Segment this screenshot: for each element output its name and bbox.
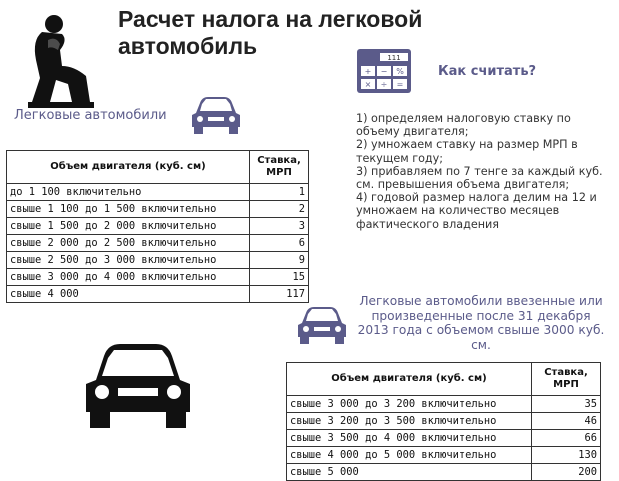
imported-cars-label: Легковые автомобили ввезенные или произведенные после 31 декабря 2013 года с объемом свыше 3000 куб. см.	[357, 294, 605, 352]
table-cell: 66	[532, 430, 601, 447]
step-item: 1) определяем налоговую ставку по объему двигателя;	[356, 112, 571, 139]
table-row	[287, 430, 601, 447]
table-cell: 9	[250, 252, 309, 269]
step-item: 2) умножаем ставку на размер МРП в текущем году;	[356, 138, 578, 165]
column-header: Объем двигателя (куб. см)	[287, 363, 532, 396]
column-header: Объем двигателя (куб. см)	[7, 151, 250, 184]
table-cell: 35	[532, 396, 601, 413]
table-row	[7, 269, 309, 286]
calc-key: +	[364, 67, 372, 76]
table-cell: свыше 3 000 до 3 200 включительно	[287, 396, 532, 413]
calc-key: %	[396, 67, 404, 76]
table-row	[7, 286, 309, 303]
table-cell: 3	[250, 218, 309, 235]
table-cell: 130	[532, 447, 601, 464]
column-header: Ставка, МРП	[250, 151, 309, 184]
car-icon	[82, 340, 194, 430]
column-header: Ставка, МРП	[532, 363, 601, 396]
cars-section-label: Легковые автомобили	[14, 108, 167, 123]
step-item: 4) годовой размер налога делим на 12 и умножаем на количество месяцев фактического владения	[356, 191, 597, 231]
table-cell: 200	[532, 464, 601, 481]
step-item: 3) прибавляем по 7 тенге за каждый куб. см. превышения объема двигателя;	[356, 164, 603, 192]
table-cell: свыше 3 200 до 3 500 включительно	[287, 413, 532, 430]
table-cell: свыше 4 000 до 5 000 включительно	[287, 447, 532, 464]
calculator-display: 111	[387, 54, 401, 62]
table-cell: свыше 2 000 до 2 500 включительно	[7, 235, 250, 252]
table-header-row	[7, 151, 309, 184]
table-cell: свыше 3 000 до 4 000 включительно	[7, 269, 250, 286]
calc-key: ÷	[380, 80, 388, 89]
calculation-steps	[356, 112, 606, 231]
table-cell: 6	[250, 235, 309, 252]
table-row	[7, 201, 309, 218]
table-cell: до 1 100 включительно	[7, 184, 250, 201]
table-cell: свыше 5 000	[287, 464, 532, 481]
table-cell: свыше 3 500 до 4 000 включительно	[287, 430, 532, 447]
table-cell: свыше 4 000	[7, 286, 250, 303]
table-cell: 1	[250, 184, 309, 201]
table-cell: 2	[250, 201, 309, 218]
car-icon	[190, 95, 242, 135]
page-title: Расчет налога на легковой автомобиль	[118, 6, 423, 59]
calc-key: −	[380, 67, 388, 76]
table-row	[7, 184, 309, 201]
table-cell: свыше 1 500 до 2 000 включительно	[7, 218, 250, 235]
table-row	[7, 235, 309, 252]
table-cell: 117	[250, 286, 309, 303]
thinker-icon	[2, 10, 110, 110]
table-header-row	[287, 363, 601, 396]
calc-key: ×	[364, 80, 372, 89]
tax-rate-table	[6, 150, 309, 303]
table-cell: 15	[250, 269, 309, 286]
table-row	[287, 447, 601, 464]
imported-tax-rate-table	[286, 362, 601, 481]
table-row	[287, 464, 601, 481]
calc-key: =	[396, 80, 404, 89]
table-cell: свыше 2 500 до 3 000 включительно	[7, 252, 250, 269]
table-row	[287, 396, 601, 413]
table-cell: свыше 1 100 до 1 500 включительно	[7, 201, 250, 218]
table-row	[7, 218, 309, 235]
table-cell: 46	[532, 413, 601, 430]
table-row	[7, 252, 309, 269]
how-to-heading: Как считать?	[438, 64, 537, 79]
table-row	[287, 413, 601, 430]
car-icon	[296, 305, 348, 345]
calculator-icon	[356, 48, 412, 94]
